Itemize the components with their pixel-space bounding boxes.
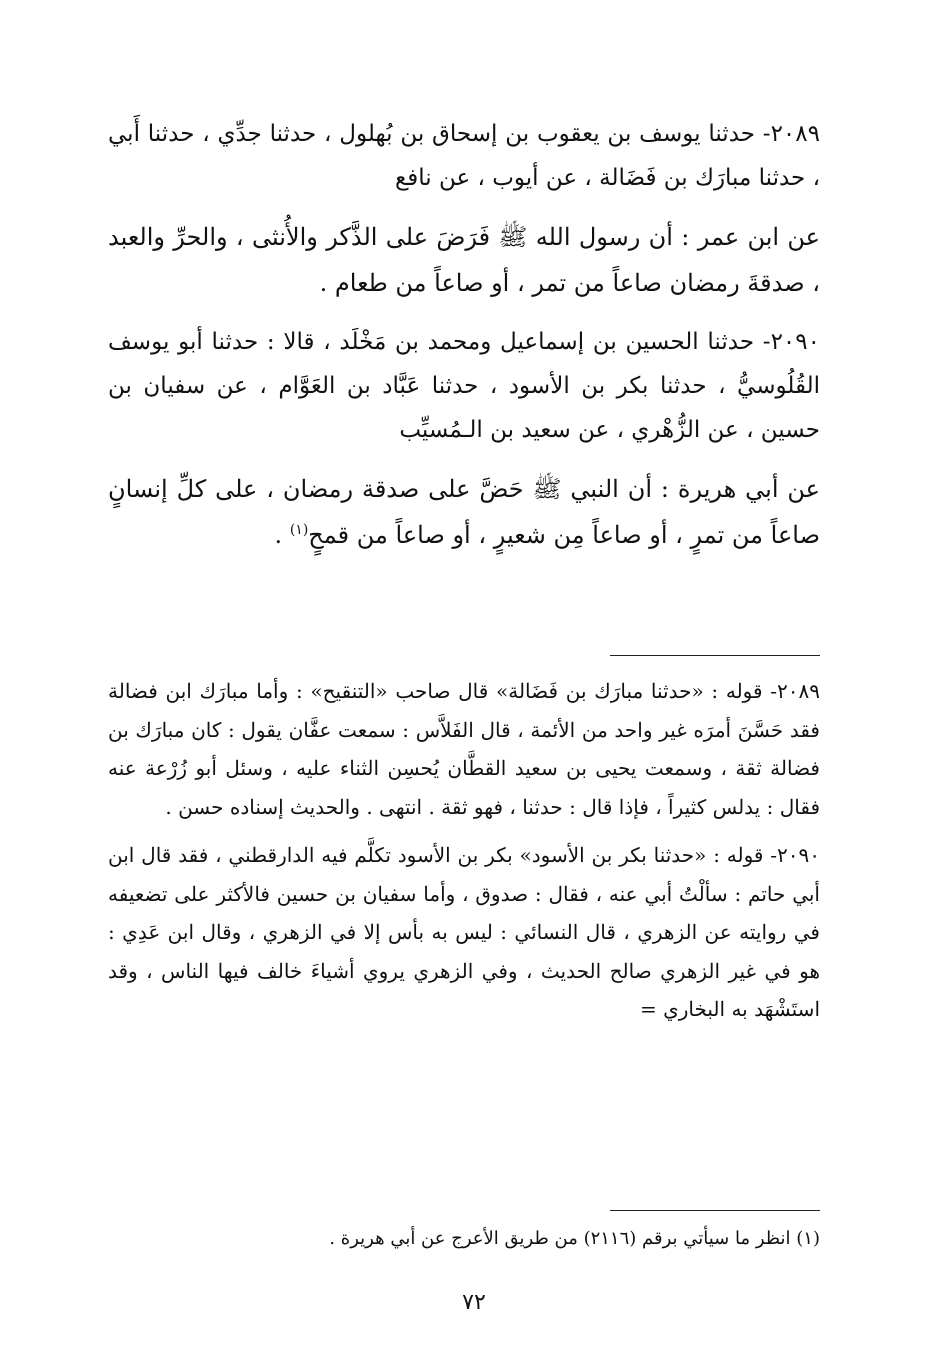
footnote-ref[interactable]: (١) — [289, 522, 309, 538]
hadith-2090-matn — [108, 466, 820, 558]
page-number: ٧٢ — [462, 1290, 486, 1315]
footnote-divider — [610, 1210, 820, 1211]
hadith-2089-matn: عن ابن عمر : أن رسول الله ﷺ فَرَضَ على الذَّكر والأُنثى ، والحرِّ والعبد ، صدقةَ رمضان صاعاً من تمر ، أو صاعاً من طعام . — [108, 223, 820, 297]
commentary-notes — [108, 672, 820, 1039]
note-2089: ٢٠٨٩- قوله : «حدثنا مبارَك بن فَضَالة» قال صاحب «التنقيح» : وأما مبارَك ابن فضالة فقد حَسَّنَ أمرَه غير واحد من الأئمة ، قال الفَلاَّس : سمعت عفَّان يقول : كان مبارَك بن فضالة ثقة ، وسمعت يحيى بن سعيد القطَّان يُحسِن الثناء عليه ، وسئل أبو زُرْعة عنه فقال : يدلس كثيراً ، فإذا قال : حدثنا ، فهو ثقة . انتهى . والحديث إسناده حسن . — [108, 679, 820, 819]
hadith-2090-isnad: ٢٠٩٠- حدثنا الحسين بن إسماعيل ومحمد بن مَخْلَد ، قالا : حدثنا أبو يوسف القُلُوسيُّ ، حدثنا بكر بن الأسود ، حدثنا عَبَّاد بن العَوَّام ، عن سفيان بن حسين ، عن الزُّهْري ، عن سعيد بن الـمُسيِّب — [108, 329, 820, 443]
main-text — [108, 112, 820, 572]
notes-divider — [610, 655, 820, 656]
hadith-2089-isnad: ٢٠٨٩- حدثنا يوسف بن يعقوب بن إسحاق بن بُهلول ، حدثنا جدِّي ، حدثنا أَبي ، حدثنا مبارَك بن فَضَالة ، عن أيوب ، عن نافع — [108, 121, 820, 191]
hadith-2090-matn-text: عن أبي هريرة : أن النبي ﷺ حَضَّ على صدقة رمضان ، على كلِّ إنسانٍ صاعاً من تمرٍ ، أو صاعاً مِن شعيرٍ ، أو صاعاً من قمحٍ — [108, 475, 820, 549]
note-2090: ٢٠٩٠- قوله : «حدثنا بكر بن الأسود» بكر بن الأسود تكلَّم فيه الدارقطني ، فقد قال ابن أبي حاتم : سألْتُ أبي عنه ، فقال : صدوق ، وأما سفيان بن حسين فالأكثر على تضعيفه في روايته عن الزهري ، قال النسائي : ليس به بأس إلا في الزهري ، وقال ابن عَدِي : هو في غير الزهري صالح الحديث ، وفي الزهري يروي أشياءَ خالف فيها الناس ، وقد استَشْهَد به البخاري = — [108, 843, 820, 1021]
hadith-2090-matn-end: . — [274, 521, 290, 549]
footnote: (١) انظر ما سيأتي برقم (٢١١٦) من طريق الأعرج عن أبي هريرة . — [329, 1228, 820, 1249]
